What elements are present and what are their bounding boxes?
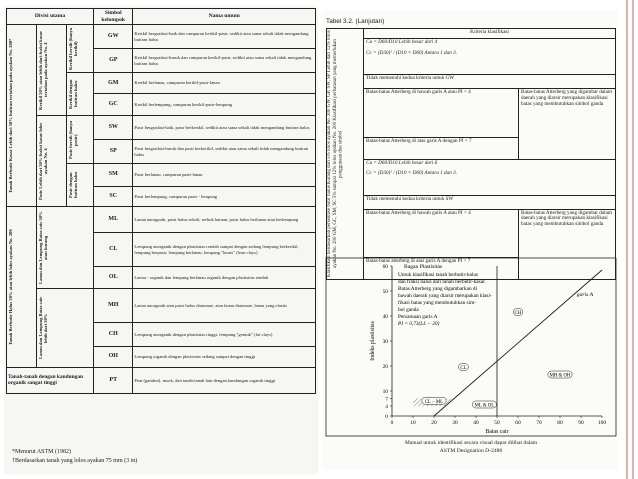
zone-label: ML & OL <box>474 403 495 409</box>
sw-fail-criterion: Tidak memenuhi kedua kriteria untuk SW <box>364 195 616 209</box>
sw-cu-criterion: Cu = D60/D10 Lebih besar dari 6 <box>366 159 438 166</box>
header-divisi: Divisi utama <box>7 9 94 25</box>
sw-cc-criterion: Cc = (D30)² / (D10 × D60) Antara 1 dan 3. <box>366 170 458 177</box>
symbol-cell: GP <box>94 49 133 73</box>
sc-criterion: Batas-batas atterberg di atas garis A dengan PI > 7 <box>364 258 519 280</box>
chart-description-line: Untuk klasifikasi tanah berbutir-halus <box>398 272 479 278</box>
x-tick-label: 90 <box>578 420 584 426</box>
name-cell: Kerikil bergradasi-baik dan campuran kerikil-pasir, sedikit atau sama sekali tidak mengandung butiran halus <box>133 25 316 49</box>
x-tick-label: 100 <box>597 420 607 426</box>
organic-label: Tanah-tanah dengan kandungan organik sangat tinggi <box>7 368 94 394</box>
symbol-cell: GC <box>94 94 133 116</box>
x-tick-label: 80 <box>557 420 563 426</box>
x-tick-label: 0 <box>390 420 394 426</box>
gm-criterion: Batas-batas Atterberg di bawah garis A atau PI < 4 <box>364 89 519 138</box>
gw-cu-criterion: Cu = D60/D10 Lebih besar dari 4 <box>366 39 438 45</box>
caption-line: Manual untuk identifikasi secara visual dapat dilihat dalam <box>404 440 538 446</box>
silt-clay-low-label: Lanau dan Lempung Batas cair 50% atau kurang <box>37 211 48 284</box>
left-page <box>4 6 318 474</box>
right-page <box>322 10 618 470</box>
plasticity-chart <box>322 10 618 470</box>
y-tick-label: 50 <box>382 289 388 295</box>
symbol-cell: OL <box>94 267 133 289</box>
header-simbol: Simbol kelompok <box>94 9 133 25</box>
silt-clay-high-label: Lanau dan Lempung Batas cair lebih dari 50% <box>37 296 48 360</box>
header-nama: Nama umum <box>133 9 316 25</box>
gc-criterion: Batas-batas Atterberg di atas garis A dengan PI > 7 <box>364 137 519 159</box>
x-tick-label: 20 <box>431 420 437 426</box>
name-cell: Peat (gambut), muck, dan tanah-tanah lain dengan kandungan organik tinggi <box>133 368 316 394</box>
symbol-cell: PT <box>94 368 133 394</box>
chart-description-line: Batas Atterberg yang digambarkan di <box>398 286 478 292</box>
gravel-borderline-note: Batas-batas Atterberg yang digambar dalam daerah yang diarsir merupakan klasifikasi batas yang membutuhkan simbol ganda <box>519 89 616 160</box>
chart-description-line: PI = 0,73(LL − 20) <box>398 321 440 327</box>
name-cell: Lempung organik dengan plastisitas sedang sampai dengan tinggi <box>133 346 316 367</box>
symbol-cell: SW <box>94 116 133 140</box>
chart-title: Bagan Plastisitas <box>404 264 443 270</box>
table-title: Tabel 3.2. (Lanjutan) <box>326 18 385 25</box>
name-cell: Kerikil bergradasi-buruk dan campuran kerikil-pasir, sedikit atau sama sekali tidak mengandung butiran halus <box>133 49 316 73</box>
coarse-group-label: Tanah Berbutir Kasar Lebih dari 50% butiran tertahan pada ayakan No. 200* <box>8 38 13 193</box>
x-tick-label: 40 <box>473 420 479 426</box>
name-cell: Lanau anorganik atau pasir halus diatomae, atau lanau diatomae, lanau yang elastis <box>133 289 316 323</box>
clean-gravel-label: Kerikil bersih (hanya kerikil) <box>67 27 78 70</box>
a-line-label: garis A <box>576 292 594 298</box>
symbol-cell: CH <box>94 322 133 346</box>
usda-classification-table <box>6 8 316 394</box>
name-cell: Kerikil berlanau, campuran kerikil-pasir-lanau <box>133 73 316 94</box>
x-tick-label: 30 <box>452 420 458 426</box>
zone-label: CH <box>514 311 522 317</box>
x-tick-label: 50 <box>494 420 500 426</box>
footnotes <box>12 448 137 466</box>
symbol-cell: OH <box>94 346 133 367</box>
symbol-cell: MH <box>94 289 133 323</box>
sand-borderline-note: Batas-batas Atterberg yang digambar dalam daerah yang diarsir merupakan klasifikasi batas yang membutuhkan simbol ganda <box>519 209 616 280</box>
y-tick-label: 60 <box>382 264 388 270</box>
sand-group-label: Pasir Lebih dari 50% fraksi kasar lolos ayakan No. 4 <box>37 122 48 200</box>
caption-line: ASTM Designation D-2488 <box>439 447 503 454</box>
name-cell: Lempung anorganik dengan plastisitas rendah sampai dengan sedang lempung berkerikil, lempung berpasir, lempung berlanau, lempung "kurus" (lean clays) <box>133 233 316 267</box>
decorative-rule <box>632 0 634 479</box>
chart-description-line: bawah daerah yang diarsir merupakan klasi- <box>398 293 492 299</box>
gw-cc-criterion: Cc = (D30)² / (D10 × D60) Antara 1 dan 3. <box>366 49 458 56</box>
symbol-cell: CL <box>94 233 133 267</box>
fine-group-label: Tanah Berbutir Halus 50% atau lebih lolos ayakan No. 200 <box>8 229 13 345</box>
chart-description-line: dan fraksi halus dari tanah berbutir-kasar. <box>398 279 486 285</box>
x-tick-label: 10 <box>410 420 416 426</box>
chart-description-line: bol ganda <box>398 307 419 313</box>
gw-fail-criterion: Tidak memenuhi kedua kriteria untuk GW <box>364 75 616 89</box>
name-cell: Pasir bergradasi-baik, pasir berkerikil, sedikit atau sama sekali tidak mengandung butiran halus <box>133 116 316 140</box>
caption <box>326 440 616 455</box>
chart-description-line: fikasi batas yang membutuhkan sim- <box>398 300 476 306</box>
name-cell: Pasir berlempung, campuran pasir - lempung <box>133 186 316 207</box>
symbol-cell: GW <box>94 25 133 49</box>
criteria-header: Kriteria klasifikasi <box>364 29 616 39</box>
name-cell: Lanau - organik dan lempung berlanau organik dengan plastisitas rendah <box>133 267 316 289</box>
y-tick-label: 4 <box>385 404 388 410</box>
x-axis-label: Batas cair <box>485 429 509 435</box>
footnote: *Menurut ASTM (1982) <box>12 449 71 455</box>
name-cell: Lempung anorganik dengan plastisitas tinggi, lempung "gemuk" (fat clays) <box>133 322 316 346</box>
footnote: †Berdasarkan tanah yang lolos ayakan 75 mm (3 in) <box>12 458 138 464</box>
y-tick-label: 20 <box>382 364 388 370</box>
fines-percentage-label: Klasifikasi berdasarkan persentase butir halus Kurang dari 5% lolos ayakan No. 200 GW, GP, SW, SP Lebih dari 12% lolos ayakan No. 200 GM, GC, SM, SC 5% sampai 12% lolos ayakan No. 200 Klasifikasi perbatasan yang memerlukan penggunaan dua simbol <box>327 30 344 278</box>
y-tick-label: 30 <box>382 339 388 345</box>
clean-sand-label: Pasir bersih (hanya pasir) <box>67 120 78 159</box>
name-cell: Lanau anorganik, pasir halus sekali, serbuk batuan, pasir halus berlanau atau berlempung <box>133 207 316 233</box>
symbol-cell: SC <box>94 186 133 207</box>
symbol-cell: ML <box>94 207 133 233</box>
zone-label: CL <box>460 366 467 372</box>
x-tick-label: 70 <box>536 420 542 426</box>
zone-label: MH & OH <box>549 373 571 379</box>
decorative-rule <box>626 0 628 479</box>
name-cell: Pasir bergradasi-buruk dan pasir berkerikil, sedikit atau sama sekali tidak mengandung butiran halus <box>133 140 316 164</box>
chart-description-line: Persamaan garis A <box>398 314 438 320</box>
zone-label: CL − ML <box>424 399 444 405</box>
y-tick-label: 7 <box>385 396 388 403</box>
y-tick-label: 10 <box>382 389 388 395</box>
name-cell: Pasir berlanau, campuran pasir-lanau <box>133 164 316 187</box>
symbol-cell: GM <box>94 73 133 94</box>
name-cell: Kerikil berlempung, campuran kerikil-pasir-lempung <box>133 94 316 116</box>
dirty-sand-label: Pasir dengan butiran halus <box>67 171 78 199</box>
symbol-cell: SM <box>94 164 133 187</box>
sm-criterion: Batas-batas Atterberg di bawah garis A atau PI < 4 <box>364 209 519 258</box>
y-tick-label: 40 <box>382 314 388 320</box>
dirty-gravel-label: Kerikil dengan butiran halus <box>67 79 78 109</box>
y-tick-label: 0 <box>385 414 388 420</box>
symbol-cell: SP <box>94 140 133 164</box>
x-tick-label: 60 <box>515 420 521 426</box>
gravel-group-label: Kerikil 50% atau lebih dari fraksi kasar tertahan pada ayakan No. 4 <box>37 30 48 110</box>
y-axis-label: Indeks plastisitas <box>370 321 376 361</box>
